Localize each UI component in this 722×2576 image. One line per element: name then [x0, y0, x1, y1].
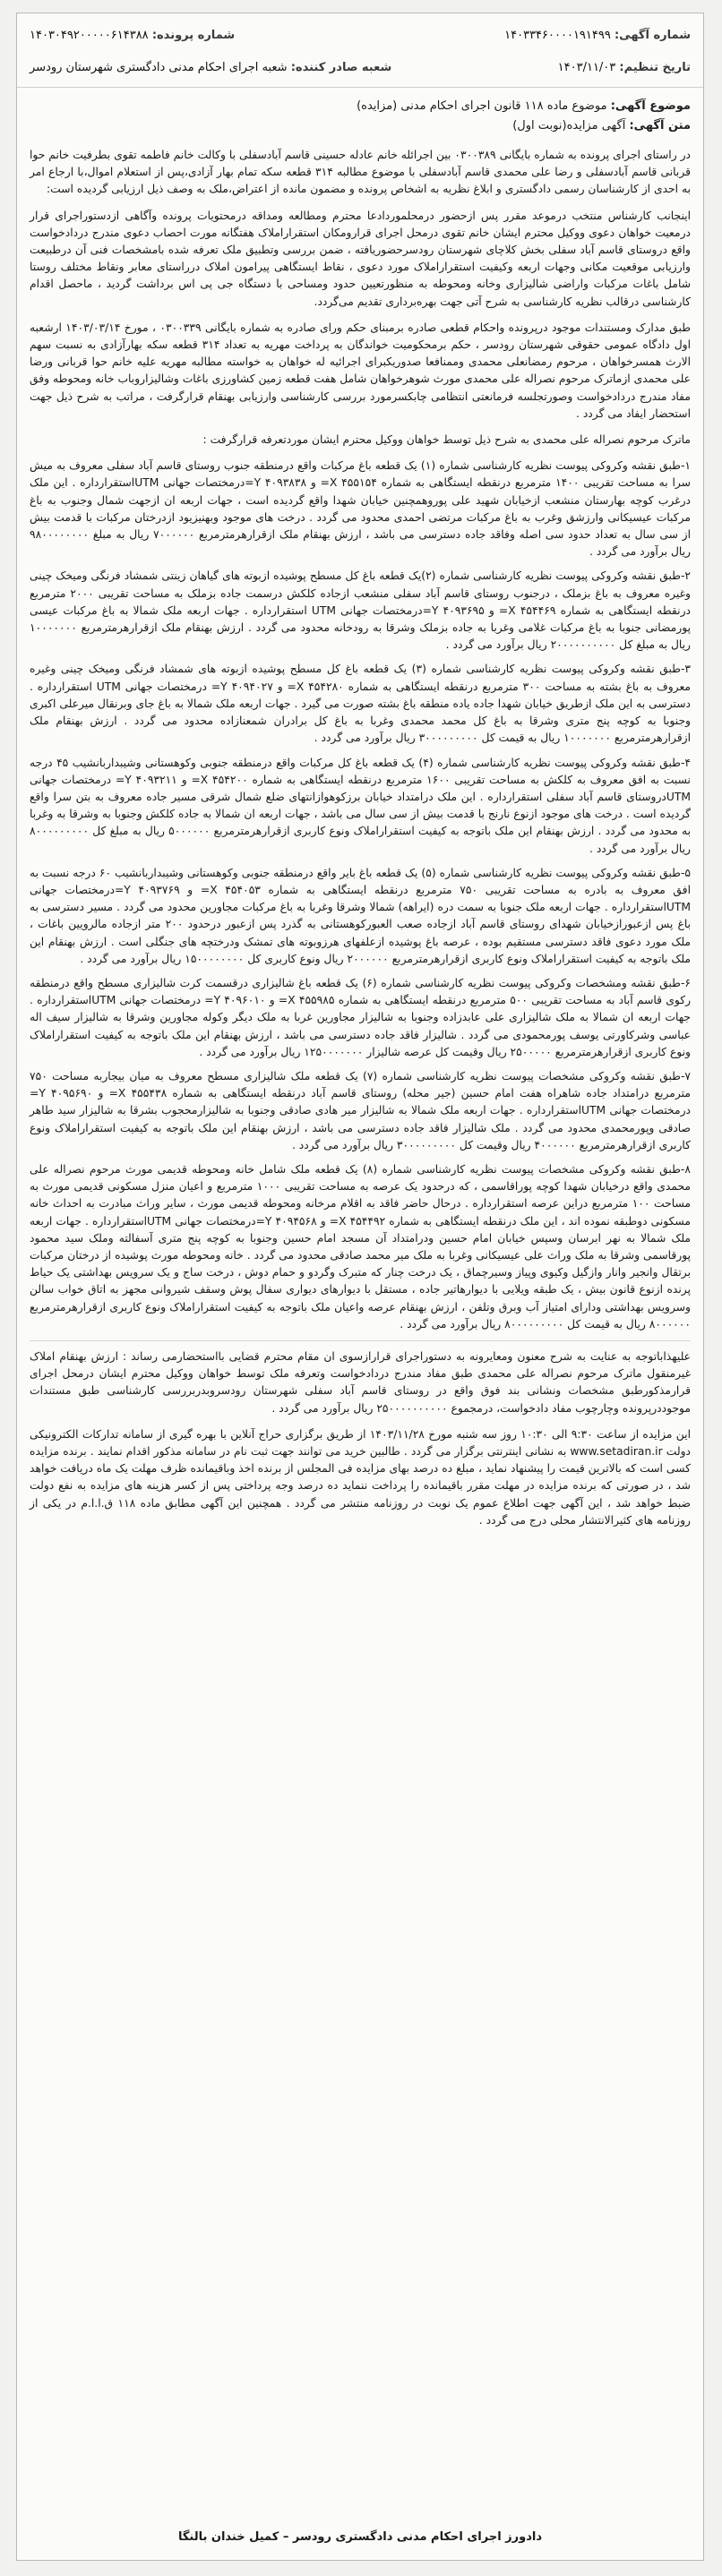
property-item: ۲-طبق نقشه وکروکی پیوست نظریه کارشناسی شماره (۲)یک قطعه باغ کل مسطح پوشیده ازبوته های گیاهان زینتی شمشاد فرنگی ومیخک چینی وغیره معروف به باغ بزملک ، درجنوب روستای قاسم آباد سفلی منشعب ازجاده کلکش درسمت جاده بزملک به مساحت تقریبی ۲۰۰۰ مترمربع درنقطه ایستگاهی به شماره ۴۵۴۴۶۹ X= و ۴۰۹۳۶۹۵ Y=درمختصات جهانی UTM استقرارداره . جهات اربعه ملک شمالا به باغ مرکبات عیسی پورمضانی جنوبا به باغ مرکبات غلامی وغربا به جاده بزملک وشرقا به رودخانه محدود می گردد . ارزش بهنقام ملک ازقرارهرمترمربع ۱۰۰۰۰۰۰۰ ریال به مبلغ کل ۲۰۰۰۰۰۰۰۰۰۰ ریال برآورد می گردد . — [30, 569, 691, 652]
subject-label: موضوع آگهی: — [610, 99, 691, 113]
date-label: تاریخ تنظیم: — [619, 61, 691, 74]
property-item: ۵-طبق نقشه وکروکی پیوست نظریه کارشناسی شماره (۵) یک قطعه باغ بایر واقع درمنطقه جنوبی وکوهستانی وشیبداربانشیب ۶۰ درجه نسبت به افق معروف به بادره به مساحت تقریبی ۷۵۰ مترمربع درنقطه ایستگاهی به شماره ۴۵۴۰۵۳ X= و ۴۰۹۳۷۶۹ Y=درمختصات جهانی UTMاستقرارداره . جهات اربعه ملک جنوبا به سمت دره (ایراهه) شمالا وشرقا وغربا به باغ مرکبات مجاورین محدود می گردد . مسیر دسترسی به باغ پس ازعبورازخیابان شهدای روستای قاسم آباد ازجاده صعب العبورکوهستانی به گذرد پس ازعبور درحدود ۲۰۰ متر ازجاده مالرویین باغات ، ملک مورد دعوی فاقد دسترسی مستقیم بوده ، عرصه باغ پوشیده ازعلفهای هرزوبوته های تمشک ودرختچه های جنگلی است . ارزش بهنقام این ملک باتوجه به کیفیت استقراراملاک ونوع کاربری ازقرارهرمترمربع ۲۰۰۰۰۰۰ ریال ونوع کاربری کل ۱۵۰۰۰۰۰۰۰۰ ریال برآورد می گردد . — [30, 866, 692, 965]
office-value: شعبه اجرای احکام مدنی دادگستری شهرستان رودسر — [30, 61, 288, 74]
paragraph: طبق مدارک ومستندات موجود درپرونده واحکام قطعی صادره برمبنای حکم ورای صادره به شماره بایگانی ۰۳۰۰۳۳۹ ، مورخ ۱۴۰۳/۰۳/۱۴ ارشعبه اول دادگاه عمومی حقوقی شهرستان رودسر ، حکم برمحکومیت خواندگان به پرداخت مهریه به تعداد ۳۱۴ قطعه سکه بهارآزادی به نسبت سهم الارث همسرخواهان ، مرحوم رمضانعلی محمدی وممنافعا صدوریکبرای اجرائیه له خواهان به خواسته مطالبه مهریه علیه خانم حوا قربانی ورضا علی محمدی ازماترک مرحوم نصراله علی محمدی مورث شوهرخواهان شامل هفت قطعه زمین کشاورزی باغات وشالیزاروباب خانه ومحوطه وفق مفاد مندرج دردادخواست وصورتجلسه فرمانعتی انتظامی چابکسرمورد بررسی کارشناسی وارزیابی بهنقام قرارگرفت ، مراتب به شرح ذیل جهت استحضار ایفاد می گردد . — [30, 321, 691, 420]
notice-meta — [17, 88, 703, 141]
notice-number: ۱۴۰۳۳۴۶۰۰۰۰۱۹۱۴۹۹ — [504, 29, 611, 42]
notice-header — [17, 13, 703, 88]
office-label: شعبه صادر کننده: — [290, 61, 392, 74]
file-number-row — [30, 28, 235, 44]
property-item: ۴-طبق نقشه وکروکی پیوست نظریه کارشناسی شماره (۴) یک قطعه باغ کل مرکبات واقع درمنطقه جنوبی وکوهستانی وشیبداربانشیب ۴۵ درجه نسبت به افق معروف به کلکش به مساحت تقریبی ۱۶۰۰ مترمربع درنقطه ایستگاهی به شماره ۴۵۴۲۰۰ X= و ۴۰۹۳۲۱۱ Y= درمختصات جهانی UTMدروستای قاسم آباد سفلی استقرارداره . این ملک درامتداد خیابان برزکوهوازانتهای ضلع شمال شرقی مسیر جاده معروف به بتن سرا واقع گردیده است . درخت های موجود ازنوع نارنج با قدمت بیش از سی سال می باشد ، جهات اربعه ان شمالا به جاده کلکش وجنوبا به وشرقا به وغربا به محدود می گردد . ارزش بهنقام این ملک باتوجه به کیفیت استقراراملاک ونوع کاربری ازقرارهرمترمربع ۵۰۰۰۰۰۰ ریال به مبلغ کل ۸۰۰۰۰۰۰۰۰۰ ریال برآورد می گردد . — [30, 756, 691, 855]
date-row — [558, 60, 691, 76]
notice-number-row — [504, 28, 691, 44]
notice-body — [17, 141, 703, 1529]
property-item: ۱-طبق نقشه وکروکی پیوست نظریه کارشناسی شماره (۱) یک قطعه باغ مرکبات واقع درمنطقه جنوب روستای قاسم آباد سفلی معروف به میش سرا به مساحت تقریبی ۱۴۰۰ مترمربع درنقطه ایستگاهی به شماره ۴۵۵۱۵۴ X= و ۴۰۹۳۸۳۸ Y=درمختصات جهانی UTMاستقرارداره . این ملک درغرب کوچه بهارستان منشعب ازخیابان شهید علی پوروهمچنین خیابان شهدا واقع گردیده است ، جهات اربعه ان ازجهت شمال وجنوب به باغ مرکبات عیسیکانی وارزشق وغرب به باغ مرکبات مرتضی احمدی محدود می گردد . درخت های موجود وبهنیزیود ازدرختان مرکبات با قدمت بیش از سی سال به تعداد حدود سی اصله وفاقد جاده دسترسی می باشد ، ارزش بهنقام ملک ازقرارهرمترمربع ۷۰۰۰۰۰۰ ریال به مبلغ ۹۸۰۰۰۰۰۰۰۰ ریال برآورد می گردد . — [30, 459, 691, 559]
paragraph: اینجانب کارشناس منتخب درموعد مقرر پس ازحضور درمحلموردادعا محترم ومطالعه ومداقه درمحتویات پرونده وآگاهی ازدستوراجرای قرار درمعیت خواهان دعوی ووکیل محترم ایشان خانم تقوی درمحل اجرای قرارومکان استقراراملاک هفتگانه مورت احصاب دعوی مندرج دردادخواست واقع دروستای قاسم آباد سفلی بخش کلاچای شهرستان رودسرحضوریافته ، ضمن بررسی وتطبیق ملک تعرفه شده بامشخصات فنی آن درطبیعت وارزیابی موقعیت مکانی وجهات اربعه وکیفیت استقراراملاک مورد دعوی ، نقاط ایستگاهی پیرامون املاک درراستای معابر ونقاط مختلف روستا شامل باغات مرکبات واراضی شالیزاری وخانه ومحوطه به منظورتعیین حدود ومساحی با دستگاه جی پی اس برداشت گردید ، ماحصل اقدام کارشناسی درقالب نظریه کارشناسی به شرح آتی جهت بهره‌برداری تقدیم می‌گردد. — [30, 209, 691, 308]
text-title: آگهی مزایده(نوبت اول) — [512, 119, 626, 133]
signature-line: دادورز اجرای احکام مدنی دادگستری رودسر – کمیل خندان بالنگا — [177, 2530, 543, 2544]
date-value: ۱۴۰۳/۱۱/۰۳ — [557, 61, 616, 74]
notice-number-label: شماره آگهی: — [614, 29, 691, 42]
office-row — [30, 60, 391, 76]
property-item: ۷-طبق نقشه وکروکی مشخصات پیوست نظریه کارشناسی شماره (۷) یک قطعه ملک شالیزاری مسطح معروف به میان بیجاربه مساحت ۷۵۰ مترمربع درامتداد جاده شاهراه هفت امام حسین (جیر محله) روستای قاسم آباد درنقطه ایستگاهی به شماره ۴۵۵۴۳۸ X= و ۴۰۹۵۶۹۰ Y= درمختصات جهانی UTMاستقرارداره . جهات اربعه ملک شمالا به شالیزار میر هادی صادقی وجنوبا به شالیزارمحجوب بشرقا به شالیزار سید طاهر صادقی وپورمحمدی محدود می گردد . ملک شالیزار فاقد جاده دسترسی می باشد ، ارزش بهنقام این ملک باتوجه به کیفیت استقراراملاک ونوع کاربری ازقرارهرمترمربع ۴۰۰۰۰۰۰ ریال وقیمت کل ۳۰۰۰۰۰۰۰۰۰ ریال برآورد می گردد . — [30, 1069, 692, 1151]
subject-row — [30, 97, 691, 116]
property-item: ۳-طبق نقشه وکروکی پیوست نظریه کارشناسی شماره (۳) یک قطعه باغ کل مسطح پوشیده ازبوته های شمشاد فرنگی ومیخک چینی وغیره معروف به باغ بشته به مساحت ۳۰۰ مترمربع درنقطه ایستگاهی به شماره ۴۵۴۲۸۰ X= و ۴۰۹۴۰۲۷ Y= درمختصات جهانی UTM استقرارداره . دسترسی به این ملک ازطریق خیابان شهدا جاده یاده منطقه باغ بشته صورت می گیرد . جهات اربعه ملک شمالا به باغ جای وبرنقال میرعلی اکبری وجنوبا به کوچه پنج متری وشرقا به باغ کل محمد محمدی وغربا به باغ کل برادران شمعنازاده محدود می گردد . ارزش بهنقام ملک ازقرارهرمترمربع ۱۰۰۰۰۰۰۰ ریال به قیمت کل ۳۰۰۰۰۰۰۰۰۰ ریال برآورد می گردد . — [30, 663, 692, 745]
file-number: ۱۴۰۳۰۴۹۲۰۰۰۰۰۶۱۴۳۸۸ — [30, 29, 149, 42]
paragraph: در راستای اجرای پرونده به شماره بایگانی ۰۳۰۰۳۸۹ بین اجرائله خانم عادله حسینی قاسم آبادسفلی با وکالت خانم فاطمه تقوی بطرفیت خانم حوا قربانی قاسم آبادسفلی و رضا علی محمدی قاسم آبادسفلی با موضوع مطالبه ۳۱۴ قطعه سکه تمام بهار آزادی،پس از استعلام اموال،با ارجاع امر به احدی از کارشناسان رسمی دادگستری و ابلاغ نظریه به اشخاص پرونده و مضمون مانده از اعتراض،ملک به وصف ذیل ارزیابی گردیده است: — [30, 149, 691, 196]
text-label: متن آگهی: — [629, 119, 691, 133]
property-item: ۸-طبق نقشه وکروکی مشخصات پیوست نظریه کارشناسی شماره (۸) یک قطعه ملک شامل خانه ومحوطه قدیمی مورث مرحوم نصراله علی محمدی واقع درخیابان شهدا کوچه پوراقاسمی ، که درحدود یک عرصه به مساحت تقریبی ۱۰۰۰ مترمربع و اعیان منزل مسکونی قدیمی مورث به مساحت ۱۰۰ مترمربع دراین عرصه استقرارداره . درحال حاضر فاقد به اقلام مرخانه ومحوطه قدیمی مورث ، سایر وراث مبادرت به احداث خانه مسکونی دوطبقه نموده اند ، این ملک درنقطه ایستگاهی به شماره ۴۵۴۴۹۲ X= و ۴۰۹۴۵۶۸ Y=درمختصات جهانی UTMاستقرارداره . جهات اربعه ملک شمالا به نهر ابرسان وسپس خیابان امام حسین ودرامتداد آن مسجد امام حسین وجنوبا به کوچه پنج متری آسفالته وملک سید محمود پورقاسمی وشرقا به ملک وراث علی عیسیکانی وغربا به ملک میر محمد صادقی محدود می گردد . خانه ومحوطه مورث پوشیده از درختان مرکبات برتقال وانجیر وانار وازگیل وکیوی وپیاز وسیرچماق ، یک درخت چنار که متبرک وگردو و حمام دوش ، درخت ساج و یک سرویس بهداشتی یک حیاط پرنده ازنوع قانون بیش ، یک طبقه ویلایی با دیوارهاتیر جاده ، مستقل با دیوارهای دیواری سفال پوش وسقف شیروانی مجهز به اتاق خواب سالن وسرویس بهداشتی ودارای امتیاز آب وبرق وتلفن ، ارزش بهنقام عرصه واعیان ملک باتوجه به کیفیت استقراراملاک ونوع کاربری ازقرارهرمترمربع ۸۰۰۰۰۰۰ ریال به قیمت کل ۸۰۰۰۰۰۰۰۰۰ ریال برآورد می گردد . — [30, 1162, 691, 1331]
subject-value: موضوع ماده ۱۱۸ قانون اجرای احکام مدنی (مزایده) — [357, 99, 607, 113]
file-number-label: شماره پرونده: — [151, 29, 236, 42]
notice-page — [16, 13, 704, 2561]
closing-paragraph: این مزایده از ساعت ۹:۳۰ الی ۱۰:۳۰ روز سه شنبه مورخ ۱۴۰۳/۱۱/۲۸ از طریق برگزاری حراج آنلاین با بهره گیری از سامانه تدارکات الکترونیکی دولت www.setadiran.ir به نشانی اینترنتی برگزار می گردد . طالبین خرید می توانند جهت ثبت نام در سامانه مذکور اقدام نمایند . برنده مزایده کسی است که بالاترین قیمت را پیشنهاد نماید ، مبلغ ده درصد بهای مزایده فی المجلس از برنده اخذ وباقیمانده ظرف مهلت یک ماه دریافت خواهد شد ، در صورتی که برنده مزایده در مهلت مقرر باقیمانده را پرداخت ننماید ده درصد وجه پرداختی پس از کسر هزینه های مزایده به نفع دولت ضبط خواهد شد ، این آگهی جهت اطلاع عموم یک نوبت در روزنامه منتشر می گردد . همچنین این آگهی مطابق ماده ۱۱۸ ق.ا.ا.م در یکی از روزنامه های کثیرالانتشار محلی درج می گردد . — [30, 1427, 692, 1527]
closing-paragraph: علیهذاباتوجه به عنایت به شرح معنون ومعایرونه به دستوراجرای قرارازسوی ان مقام محترم قضایی بااستحضارمی رساند : ارزش بهنقام املاک غیرمنقول ماترک مرحوم نصراله علی محمدی طبق مفاد مندرج دردادخواست وتعرفه ملک توسط خواهان ووکیل محترم ایشان درمحل اجرای قرارمذکورطبق مشخصات ونشانی بند فوق واقع در روستای قاسم آباد سفلی شهرستان رودسروبدربررسی کارشناسی طبق مستندات موجوددرپرونده وچارچوب مفاد دادخواست، درمجموع ۲۵۰۰۰۰۰۰۰۰۰۰ ریال برآورد می گردد . — [30, 1350, 691, 1415]
property-item: ۶-طبق نقشه ومشخصات وکروکی پیوست نظریه کارشناسی شماره (۶) یک قطعه باغ شالیزاری درقسمت کرت شالیزاری مسطح واقع درمنطقه رکوی قاسم آباد به مساحت تقریبی ۵۰۰ مترمربع درنقطه ایستگاهی به شماره ۴۵۵۹۸۵ X= و ۴۰۹۶۰۱۰ Y= درمختصات جهانی UTMاستقرارداره . جهات اربعه ان شمالا به ملک شالیزاری علی عابدزاده وجنوبا به شالیزار مجاورین غربا به ملک دیگر وکوله مجاورین وشرقا به شالیزار سیف اله عباسی وشرکاورتی یوسف پورمحمودی می گردد . شالیزار فاقد جاده دسترسی می باشد ، ارزش بهنقام این ملک باتوجه به کیفیت استقراراملاک ونوع کاربری ازقرارهرمترمربع ۲۵۰۰۰۰۰ ریال وقیمت کل عرصه شالیزار ۱۲۵۰۰۰۰۰۰۰ ریال برآورد می گردد . — [30, 976, 692, 1058]
paragraph: ماترک مرحوم نصراله علی محمدی به شرح ذیل توسط خواهان ووکیل محترم ایشان موردتعرفه قرارگرفت : — [202, 433, 691, 447]
text-row — [30, 116, 691, 136]
divider — [30, 1340, 691, 1341]
